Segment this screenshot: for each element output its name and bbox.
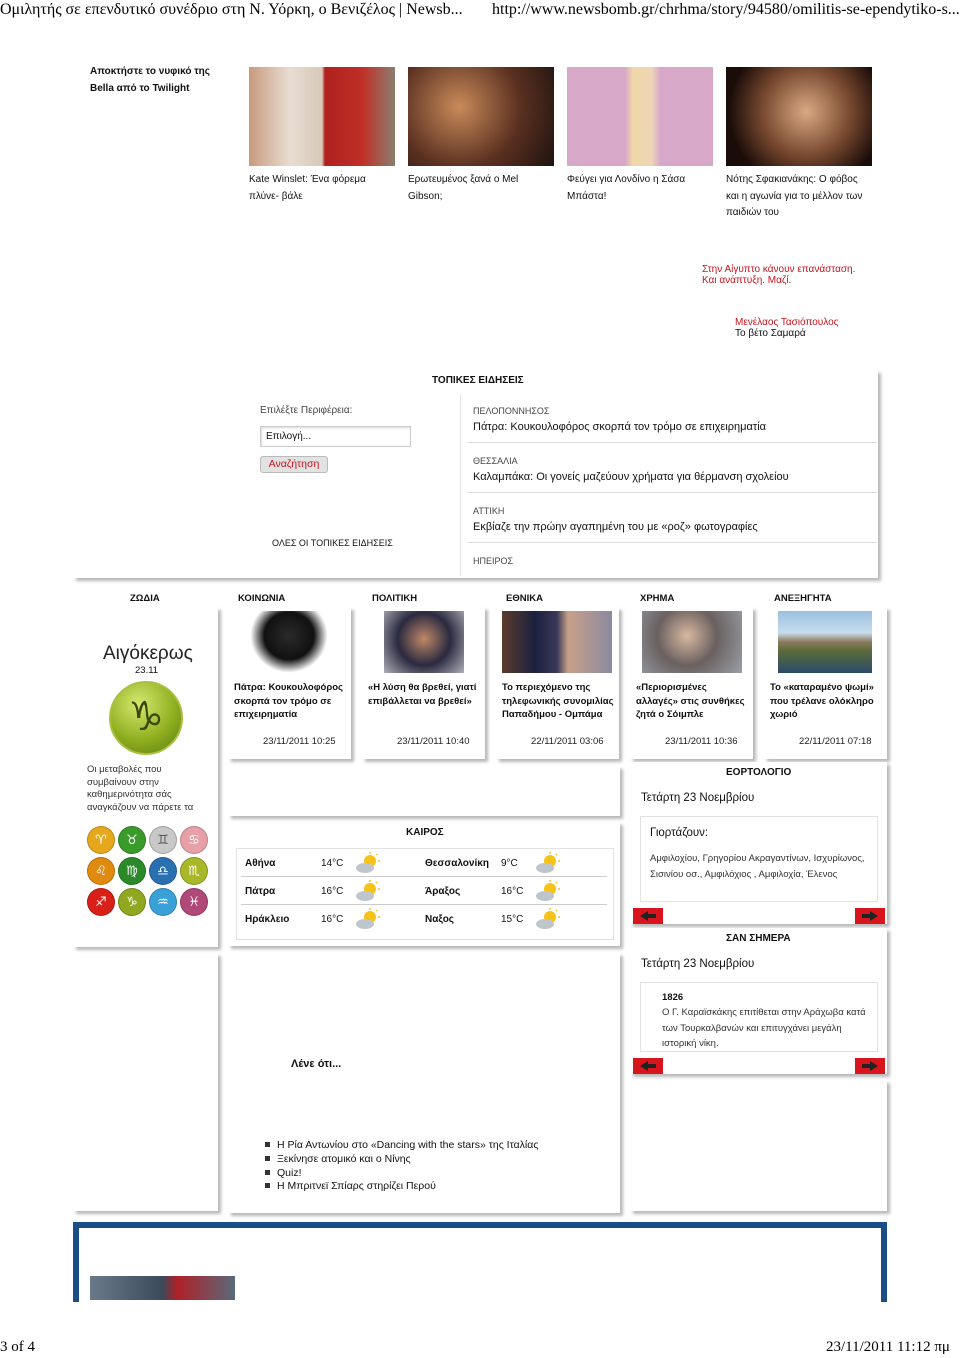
weather-city: Θεσσαλονίκη — [425, 858, 489, 869]
prev-arrow-icon[interactable] — [633, 908, 663, 924]
rumors-list — [265, 1139, 538, 1194]
zodiac-date: 23.11 — [135, 665, 159, 676]
promo-egypt[interactable] — [702, 264, 855, 286]
gossip-caption[interactable]: Kate Winslet: Ένα φόρεμα πλύνε- βάλε — [249, 174, 366, 202]
eortologio-heading: ΕΟΡΤΟΛΟΓΙΟ — [726, 767, 792, 778]
local-news-panel — [73, 370, 878, 578]
featured-photo[interactable] — [90, 1276, 235, 1300]
gossip-caption[interactable]: Ερωτευμένος ξανά ο Mel Gibson; — [408, 174, 519, 202]
list-item[interactable]: Η Ρία Αντωνίου στο «Dancing with the stars» της Ιταλίας — [265, 1139, 538, 1153]
news-card[interactable] — [228, 607, 351, 759]
region-select-label: Επιλέξτε Περιφέρεια: — [260, 405, 353, 416]
sun-cloud-icon — [356, 908, 380, 930]
news-date: 22/11/2011 07:18 — [799, 736, 872, 747]
divider — [467, 442, 877, 443]
news-card[interactable] — [362, 607, 485, 759]
news-caption[interactable]: Το «καταραμένο ψωμί» που τρέλανε ολόκληρο χωριό — [770, 682, 874, 720]
today-heading: ΣΑΝ ΣΗΜΕΡΑ — [726, 933, 791, 944]
gossip-photo-3[interactable] — [567, 67, 713, 166]
divider — [467, 492, 877, 493]
news-date: 22/11/2011 03:06 — [531, 736, 604, 747]
weather-panel — [228, 822, 620, 946]
capricorn-icon[interactable]: ♑ — [109, 681, 183, 755]
eortologio-panel — [630, 762, 887, 924]
weather-temp: 9°C — [501, 858, 518, 869]
news-caption[interactable]: Το περιεχόμενο της τηλεφωνικής συνομιλίας Παπαδήμου - Ομπάμα — [502, 682, 614, 720]
aquarius-icon[interactable]: ♒ — [149, 888, 177, 916]
page-title: Ομιλητής σε επενδυτικό συνέδριο στη Ν. Υόρκη, ο Βενιζέλος | Newsb... — [0, 1, 463, 18]
tab-zodia[interactable]: ΖΩΔΙΑ — [130, 593, 160, 604]
scorpio-icon[interactable]: ♏ — [180, 857, 208, 885]
promo-article[interactable] — [735, 317, 838, 339]
gossip-photo-1[interactable] — [249, 67, 395, 166]
gemini-icon[interactable]: ♊ — [149, 826, 177, 854]
zodiac-text: Οι μεταβολές που συμβαίνουν στην καθημερινότητα σάς αναγκάζουν να πάρετε τα — [87, 764, 194, 813]
sun-cloud-icon — [536, 908, 560, 930]
weather-temp: 15°C — [501, 914, 524, 925]
zodiac-sign: Αιγόκερως — [103, 643, 193, 664]
news-headline[interactable]: Καλαμπάκα: Οι γονείς μαζεύουν χρήματα για θέρμανση σχολείου — [473, 471, 789, 483]
cancer-icon[interactable]: ♋ — [180, 826, 208, 854]
promo-title: Το βέτο Σαμαρά — [735, 328, 806, 339]
gossip-caption[interactable]: Νότης Σφακιανάκης: Ο φόβος και η αγωνία για το μέλλον των παιδιών του — [726, 174, 863, 218]
libra-icon[interactable]: ♎ — [149, 857, 177, 885]
news-headline[interactable]: Εκβίαζε την πρώην αγαπημένη του με «ροζ» φωτογραφίες — [473, 521, 758, 533]
taurus-icon[interactable]: ♉ — [118, 826, 146, 854]
tab-koinonia[interactable]: ΚΟΙΝΩΝΙΑ — [238, 593, 286, 604]
weather-heading: ΚΑΙΡΟΣ — [406, 827, 444, 838]
rumors-heading: Λένε ότι... — [291, 1058, 342, 1070]
news-photo[interactable] — [384, 611, 464, 673]
tab-politiki[interactable]: ΠΟΛΙΤΙΚΗ — [372, 593, 418, 604]
pisces-icon[interactable]: ♓ — [180, 888, 208, 916]
news-region: ΘΕΣΣΑΛΙΑ — [473, 456, 518, 466]
news-photo[interactable] — [642, 611, 742, 673]
today-in-history-panel — [630, 928, 887, 1074]
weather-temp: 14°C — [321, 858, 344, 869]
list-item[interactable]: Η Μπριτνεϊ Σπίαρς στηρίζει Περού — [265, 1180, 538, 1194]
news-card[interactable] — [764, 607, 887, 759]
tab-xrima[interactable]: ΧΡΗΜΑ — [640, 593, 675, 604]
news-caption[interactable]: Πάτρα: Κουκουλοφόρος σκορπά τον τρόμο σε επιχειρηματία — [234, 682, 343, 720]
gossip-photo-2[interactable] — [408, 67, 554, 166]
prev-arrow-icon[interactable] — [633, 1058, 663, 1074]
promo-line: Στην Αίγυπτο κάνουν επανάσταση. — [702, 264, 856, 275]
page-url: http://www.newsbomb.gr/chrhma/story/94580/omilitis-se-ependytiko-s... — [492, 1, 960, 18]
gossip-lead[interactable]: Αποκτήστε το νυφικό της Bella από το Twilight — [90, 66, 210, 94]
today-date: Τετάρτη 23 Νοεμβρίου — [641, 958, 755, 970]
leo-icon[interactable]: ♌ — [87, 857, 115, 885]
sun-cloud-icon — [536, 852, 560, 874]
tab-ethnika[interactable]: ΕΘΝΙΚΑ — [506, 593, 543, 604]
sun-cloud-icon — [356, 880, 380, 902]
local-news-heading: ΤΟΠΙΚΕΣ ΕΙΔΗΣΕΙΣ — [432, 375, 524, 386]
news-card[interactable] — [496, 607, 619, 759]
names-list: Αμφιλοχίου, Γρηγορίου Ακραγαντίνων, Ισχυρίωνος, Σισινίου οσ., Αμφιλόχιος , Αμφιλοχία, Έλενος — [650, 853, 865, 880]
sagittarius-icon[interactable]: ♐ — [87, 888, 115, 916]
news-caption[interactable]: «Περιορισμένες αλλαγές» στις συνθήκες ζητά ο Σόιμπλε — [636, 682, 745, 720]
news-photo[interactable] — [778, 611, 872, 673]
weather-city: Αθήνα — [245, 858, 276, 869]
eortologio-date: Τετάρτη 23 Νοεμβρίου — [641, 792, 755, 804]
zodiac-panel — [73, 607, 218, 947]
weather-temp: 16°C — [501, 886, 524, 897]
weather-city: Ναξος — [425, 914, 455, 925]
side-panel — [73, 953, 218, 1211]
weather-city: Ηράκλειο — [245, 914, 290, 925]
divider — [467, 542, 877, 543]
news-headline[interactable]: Πάτρα: Κουκουλοφόρος σκορπά τον τρόμο σε επιχειρηματία — [473, 421, 766, 433]
gossip-photo-4[interactable] — [726, 67, 872, 166]
ad-slot — [228, 766, 620, 816]
news-region: ΠΕΛΟΠΟΝΝΗΣΟΣ — [473, 406, 550, 416]
all-local-news-link[interactable]: ΟΛΕΣ ΟΙ ΤΟΠΙΚΕΣ ΕΙΔΗΣΕΙΣ — [272, 538, 393, 548]
weather-city: Άραξος — [425, 886, 461, 897]
page-number: 3 of 4 — [0, 1339, 35, 1355]
search-button[interactable]: Αναζήτηση — [260, 456, 328, 473]
sun-cloud-icon — [536, 880, 560, 902]
list-item[interactable]: Quiz! — [265, 1167, 538, 1181]
side-ad-panel — [630, 1080, 887, 1211]
promo-author: Μενέλαος Τασιόπουλος — [735, 317, 839, 328]
news-date: 23/11/2011 10:36 — [665, 736, 738, 747]
tab-anexigita[interactable]: ΑΝΕΞΗΓΗΤΑ — [774, 593, 832, 604]
news-date: 23/11/2011 10:25 — [263, 736, 336, 747]
next-arrow-icon[interactable] — [855, 1058, 885, 1074]
news-caption[interactable]: «Η λύση θα βρεθεί, γιατί επιβάλλεται να βρεθεί» — [368, 682, 477, 707]
sun-cloud-icon — [356, 852, 380, 874]
news-card[interactable] — [630, 607, 753, 759]
news-photo[interactable] — [250, 611, 328, 673]
news-photo[interactable] — [502, 611, 612, 673]
virgo-icon[interactable]: ♍ — [118, 857, 146, 885]
weather-temp: 16°C — [321, 914, 344, 925]
celebrate-label: Γιορτάζουν: — [650, 827, 709, 839]
next-arrow-icon[interactable] — [855, 908, 885, 924]
list-item[interactable]: Ξεκίνησε ατομικό και ο Νίνης — [265, 1153, 538, 1167]
capricorn-small-icon[interactable]: ♑ — [118, 888, 146, 916]
weather-city: Πάτρα — [245, 886, 276, 897]
promo-line: Και ανάπτυξη. Μαζί. — [702, 275, 792, 286]
rumors-panel — [228, 953, 620, 1213]
aries-icon[interactable]: ♈ — [87, 826, 115, 854]
gossip-caption[interactable]: Φεύγει για Λονδίνο η Σάσα Μπάστα! — [567, 174, 686, 202]
news-date: 23/11/2011 10:40 — [397, 736, 470, 747]
history-text: Ο Γ. Καραϊσκάκης επιτίθεται στην Αράχωβα κατά των Τουρκαλβανών και επιτυγχάνει μεγάλη ιστορική νίκη. — [662, 1007, 866, 1049]
print-datetime: 23/11/2011 11:12 πμ — [826, 1339, 950, 1355]
region-select[interactable]: Επιλογή... — [260, 426, 411, 447]
news-region: ΗΠΕΙΡΟΣ — [473, 556, 514, 566]
weather-temp: 16°C — [321, 886, 344, 897]
history-year: 1826 — [662, 992, 684, 1003]
news-region: ΑΤΤΙΚΗ — [473, 506, 505, 516]
local-news-list — [460, 394, 878, 576]
